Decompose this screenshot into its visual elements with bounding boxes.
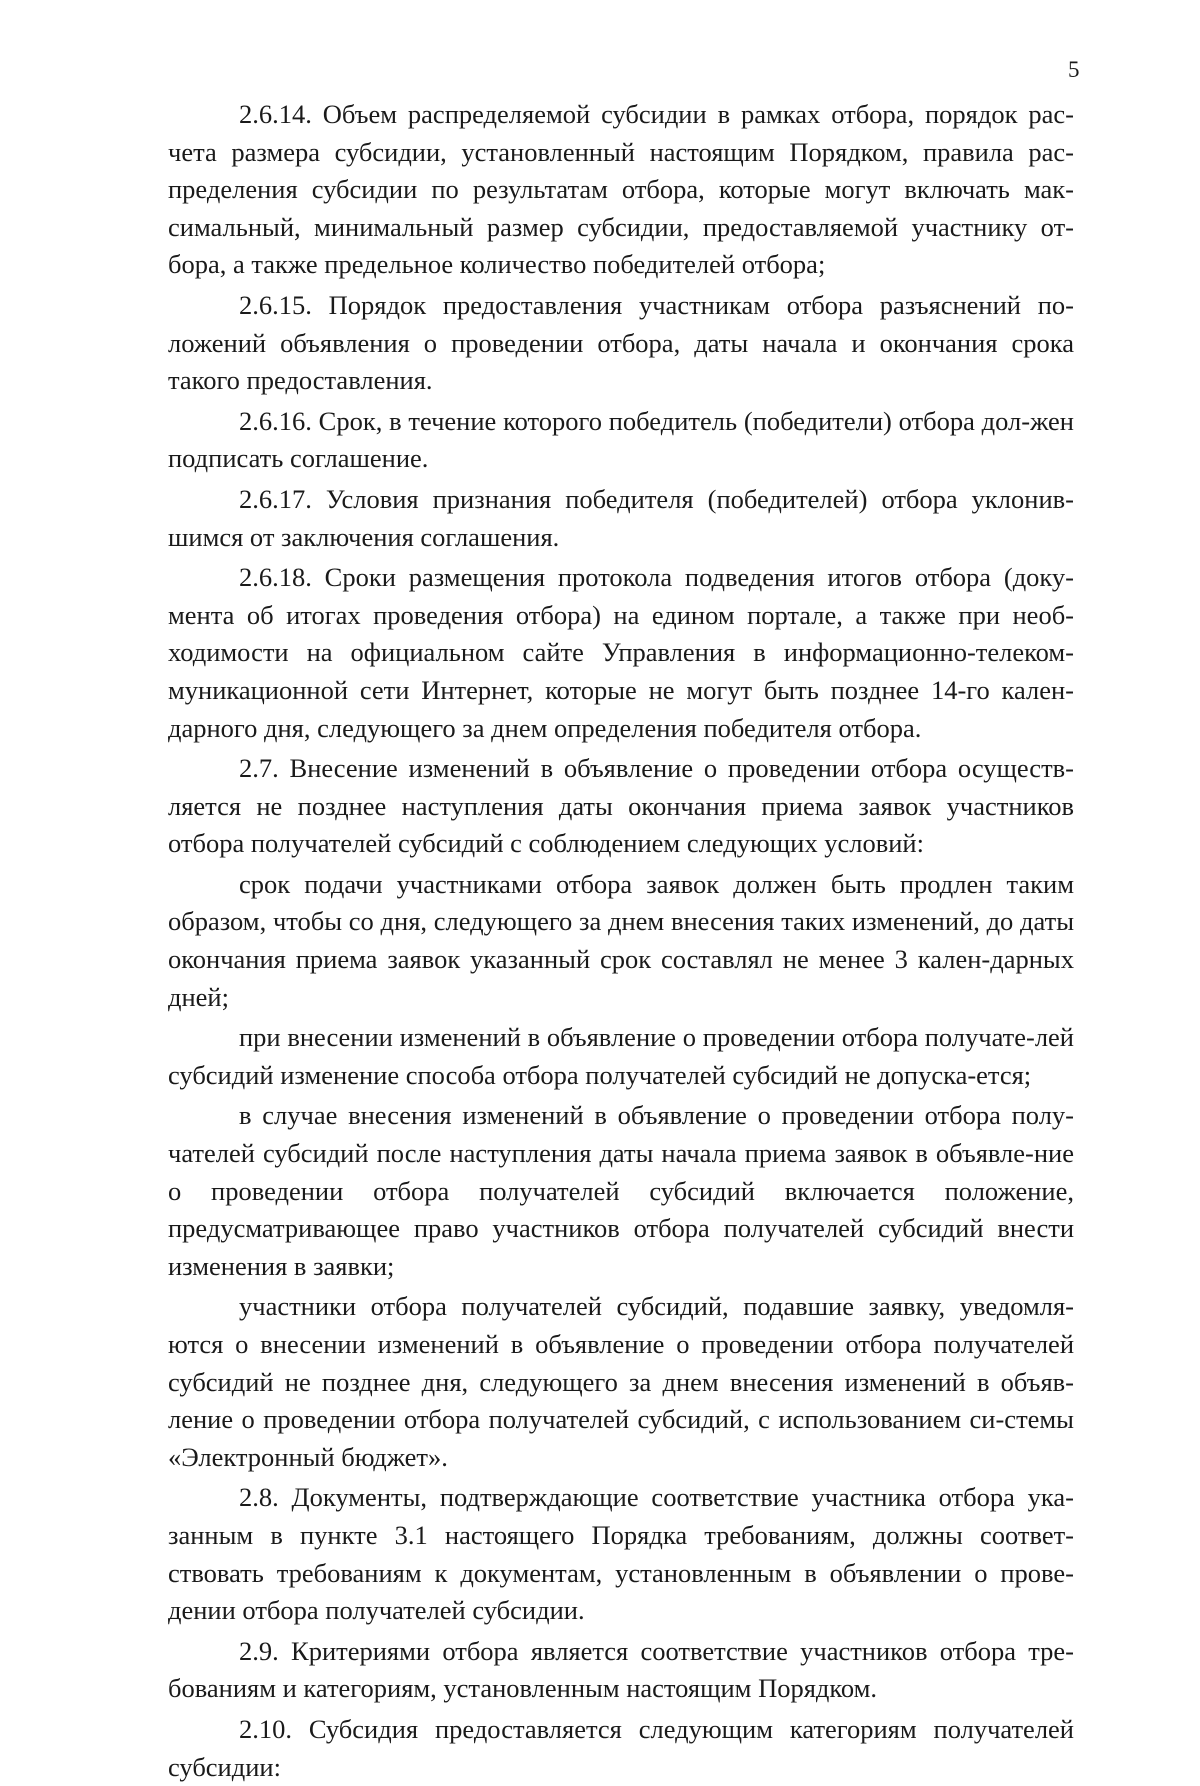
paragraph-2-7: 2.7. Внесение изменений в объявление о проведении отбора осуществ-ляется не позднее наступления даты окончания приема заявок участников отбора получателей субсидий с соблюдением следующих условий: <box>168 753 1074 859</box>
paragraph-2-8: 2.8. Документы, подтверждающие соответствие участника отбора ука-занным в пункте 3.1 настоящего Порядка требованиям, должны соответ-ствовать требованиям к документам, установленным в объявлении о прове-дении отбора получателей субсидии. <box>168 1482 1074 1626</box>
paragraph-2-6-18: 2.6.18. Сроки размещения протокола подведения итогов отбора (доку-мента об итогах проведения отбора) на едином портале, а также при необ-ходимости на официальном сайте Управления в информационно-телеком-муникационной сети Интернет, которые не могут быть позднее 14-го кален-дарного дня, следующего за днем определения победителя отбора. <box>168 562 1074 743</box>
paragraph-2-10: 2.10. Субсидия предоставляется следующим категориям получателей субсидии: <box>168 1713 1074 1782</box>
paragraph-2-6-14: 2.6.14. Объем распределяемой субсидии в рамках отбора, порядок рас-чета размера субсидии, установленный настоящим Порядком, правила рас-пределения субсидии по результатам отбора, которые могут включать мак-симальный, минимальный размер субсидии, предоставляемой участнику от-бора, а также предельное количество победителей отбора; <box>168 99 1074 280</box>
paragraph-2-7-condition-1: срок подачи участниками отбора заявок должен быть продлен таким образом, чтобы со дня, следующего за днем внесения таких изменений, до даты окончания приема заявок указанный срок составлял не менее 3 кален-дарных дней; <box>168 868 1074 1012</box>
paragraph-2-9: 2.9. Критериями отбора является соответствие участников отбора тре-бованиям и категориям, установленным настоящим Порядком. <box>168 1635 1074 1704</box>
paragraph-2-6-15: 2.6.15. Порядок предоставления участникам отбора разъяснений по-ложений объявления о проведении отбора, даты начала и окончания срока такого предоставления. <box>168 289 1074 396</box>
paragraph-2-6-17: 2.6.17. Условия признания победителя (победителей) отбора уклонив-шимся от заключения соглашения. <box>168 483 1074 552</box>
page-number: 5 <box>1068 57 1080 82</box>
paragraph-2-7-condition-3: в случае внесения изменений в объявление о проведении отбора полу-чателей субсидий после наступления даты начала приема заявок в объявле-ние о проведении отбора получателей субсидий включается положение, предусматривающее право участников отбора получателей субсидий внести изменения в заявки; <box>168 1100 1074 1281</box>
paragraph-2-7-condition-2: при внесении изменений в объявление о проведении отбора получате-лей субсидий изменение способа отбора получателей субсидий не допуска-ется; <box>168 1022 1074 1090</box>
document-body <box>168 96 1074 1786</box>
paragraph-2-6-16: 2.6.16. Срок, в течение которого победитель (победители) отбора дол-жен подписать соглашение. <box>168 405 1074 474</box>
paragraph-2-7-condition-4: участники отбора получателей субсидий, подавшие заявку, уведомля-ются о внесении изменений в объявление о проведении отбора получателей субсидий не позднее дня, следующего за днем внесения изменений в объяв-ление о проведении отбора получателей субсидий, с использованием си-стемы «Электронный бюджет». <box>168 1291 1074 1472</box>
